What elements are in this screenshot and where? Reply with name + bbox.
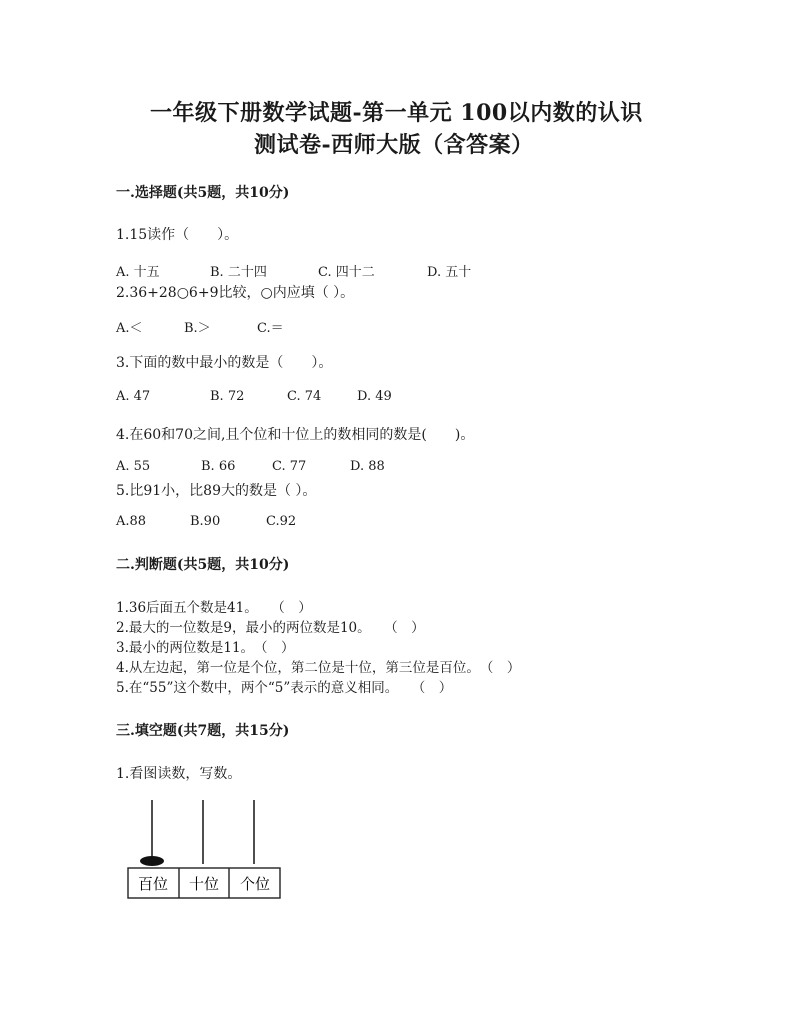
option: A.88 xyxy=(116,514,147,529)
question-text: 3.下面的数中最小的数是（ ）。 xyxy=(116,355,333,371)
option: C. 77 xyxy=(272,459,307,474)
option: C. 四十二 xyxy=(318,265,375,280)
option: A.＜ xyxy=(116,321,143,336)
option: A. 55 xyxy=(116,459,151,474)
question-text: 2.36+28○6+9比较，○内应填（ ）。 xyxy=(116,285,355,301)
abacus-beads xyxy=(140,856,164,866)
title-line-2: 测试卷-西师大版（含答案） xyxy=(254,132,534,158)
option: A. 47 xyxy=(116,389,151,404)
option: D. 49 xyxy=(357,389,392,404)
option: B. 66 xyxy=(201,459,236,474)
option: C.＝ xyxy=(257,321,284,336)
title-line-1: 一年级下册数学试题-第一单元 100以内数的认识 xyxy=(150,100,643,126)
section-heading: 一.选择题(共5题，共10分) xyxy=(116,185,290,201)
option: B.90 xyxy=(190,514,221,529)
question-text: 1.看图读数，写数。 xyxy=(116,766,242,782)
judge-item: 5.在“55”这个数中，两个“5”表示的意义相同。 （ ） xyxy=(116,680,453,696)
question-text: 5.比91小，比89大的数是（ ）。 xyxy=(116,483,317,499)
abacus-label-ones: 个位 xyxy=(239,875,271,893)
option: D. 五十 xyxy=(427,265,472,280)
abacus-bead xyxy=(140,856,164,866)
abacus-label-tens: 十位 xyxy=(188,875,220,893)
judge-item: 4.从左边起，第一位是个位，第二位是十位，第三位是百位。 （ ） xyxy=(116,660,521,676)
option: C. 74 xyxy=(287,389,322,404)
option: B.＞ xyxy=(184,321,211,336)
abacus-figure xyxy=(122,794,292,904)
question-text: 4.在60和70之间,且个位和十位上的数相同的数是( )。 xyxy=(116,427,475,443)
section-heading: 二.判断题(共5题，共10分) xyxy=(116,557,290,573)
option: B. 72 xyxy=(210,389,245,404)
question-text: 1.15读作（ ）。 xyxy=(116,227,239,243)
option: B. 二十四 xyxy=(210,265,267,280)
abacus-label-hundreds: 百位 xyxy=(137,875,169,893)
judge-item: 3.最小的两位数是11。 （ ） xyxy=(116,640,295,656)
option: C.92 xyxy=(266,514,297,529)
judge-item: 1.36后面五个数是41。 （ ） xyxy=(116,600,312,616)
option: D. 88 xyxy=(350,459,385,474)
section-heading: 三.填空题(共7题，共15分) xyxy=(116,723,290,739)
judge-item: 2.最大的一位数是9，最小的两位数是10。 （ ） xyxy=(116,620,425,636)
option: A. 十五 xyxy=(116,265,160,280)
